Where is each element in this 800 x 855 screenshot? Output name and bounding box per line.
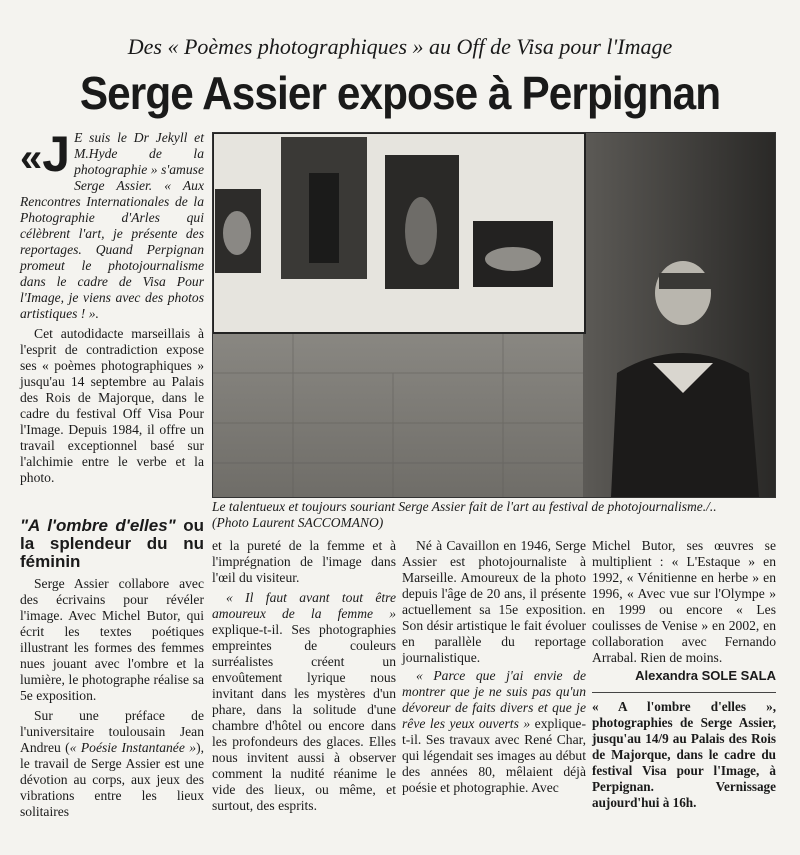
column-4 (592, 538, 776, 811)
subhead-rest: ou la splendeur du nu féminin (20, 516, 204, 571)
col2-paragraph-1: et la pureté de la femme et à l'imprégnation de l'image dans l'œil du visiteur. (212, 538, 396, 585)
kicker: Des « Poèmes photographiques » au Off de Visa pour l'Image (127, 34, 673, 59)
photo-caption (212, 499, 782, 531)
col1-paragraph-2: Sur une préface de l'universitaire toulousain Jean Andreu (« Poésie Instantanée »), le travail de Serge Assier est une dévotion au corps, aux jeux des vibrations entre les lieux solitaires (20, 708, 204, 819)
intro-column (20, 126, 204, 486)
dropcap: «J (20, 126, 71, 182)
col3-paragraph-2: « Parce que j'ai envie de montrer que je ne suis pas qu'un dévoreur de faits divers et que je rêve les yeux ouverts » explique-t-il. Ses travaux avec René Char, qui légendait ses images au début des années 80, mêlaient déjà poésie et photographie. Avec (402, 668, 586, 795)
col4-paragraph-1: Michel Butor, ses œuvres se multiplient : « L'Estaque » en 1992, « Vénitienne en herbe » en 1996, « Avec vue sur l'Olympe » en 1999 ou encore « Les coulisses de Venise » en 2002, en collaboration avec Fernando Arrabal. Rien de moins. (592, 538, 776, 665)
column-1 (20, 576, 204, 820)
author-signature: Alexandra SOLE SALA (635, 668, 776, 683)
col2-paragraph-2: « Il faut avant tout être amoureux de la femme » explique-t-il. Ses photographies empreintes de couleurs surréalistes créent un envoûtement lyrique nous invitant dans les mystères d'un phare, dans la solitude d'une chambre d'hôtel ou encore dans les profondeurs des glaces. Elles nous invitent aussi à observer comment la nudité réanime le vide des lieux, ou même, et surtout, des esprits. (212, 590, 396, 813)
subhead (20, 511, 204, 579)
caption-line-1: Le talentueux et toujours souriant Serge Assier fait de l'art au festival de photojournalisme./.. (212, 499, 717, 514)
headline: Serge Assier expose à Perpignan (79, 67, 721, 119)
column-2 (212, 538, 396, 814)
exhibition-info-box: « A l'ombre d'elles », photographies de Serge Assier, jusqu'au 14/9 au Palais des Rois de Majorque, dans le cadre du festival Visa pour l'Image, à Perpignan. Vernissage aujourd'hui à 16h. (592, 692, 776, 811)
column-3 (402, 538, 586, 796)
intro-paragraph-2: Cet autodidacte marseillais à l'esprit de contradiction expose ses « poèmes photographiques » jusqu'au 14 septembre au Palais des Rois de Majorque, dans le cadre du festival Off Visa Pour l'Image. Depuis 1984, il offre un travail exceptionnel basé sur l'alchimie entre le verbe et la photo. (20, 326, 204, 485)
col3-paragraph-1: Né à Cavaillon en 1946, Serge Assier est photojournaliste à Marseille. Amoureux de la photo depuis l'âge de 20 ans, il présente actuellement sa 15e exposition. Son désir artistique le fait évoluer en parallèle du reportage journalistique. (402, 538, 586, 665)
subhead-quoted: "A l'ombre d'elles" (20, 516, 176, 535)
exhibition-photo (212, 132, 776, 498)
caption-credit: (Photo Laurent SACCOMANO) (212, 515, 384, 530)
intro-paragraph-1: «J E suis le Dr Jekyll et M.Hyde de la photographie » s'amuse Serge Assier. « Aux Rencontres Internationales de la Photographie d'Arles qui célèbrent l'art, je présente des reportages. Quand Perpignan promeut le photojournalisme dans le cadre de Visa Pour l'Image, je viens avec des photos artistiques ! ». (20, 126, 204, 321)
col1-paragraph-1: Serge Assier collabore avec des écrivains pour révéler l'image. Avec Michel Butor, qui écrit les textes poétiques illustrant les formes des femmes nues jouant avec l'ombre et la lumière, le photographe réalise sa 5e exposition. (20, 576, 204, 703)
